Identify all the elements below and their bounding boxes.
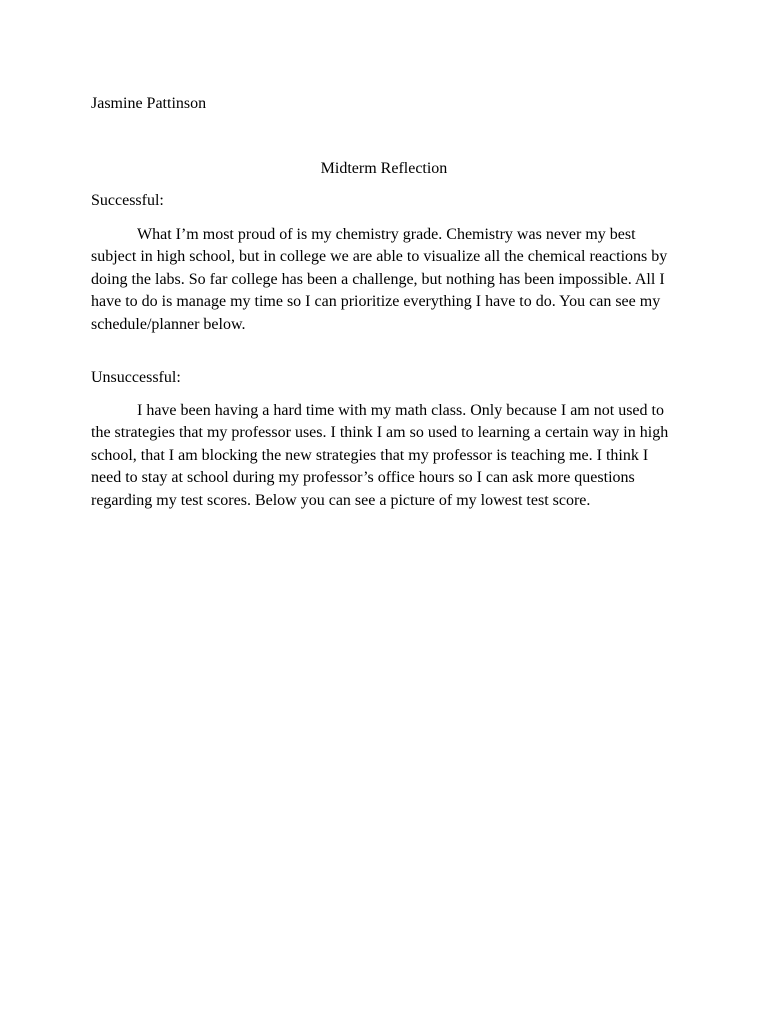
document-title: Midterm Reflection [320,160,448,177]
author-name: Jasmine Pattinson [91,95,207,112]
section-paragraph-successful: What I’m most proud of is my chemistry grade. Chemistry was never my best subject in high school, but in college we are able to visualize all the chemical reactions by doing the labs. So far college has been a challenge, but nothing has been impossible. All I have to do is manage my time so I can prioritize everything I have to do. You can see my schedule/planner below. [91,226,668,333]
section-paragraph-unsuccessful: I have been having a hard time with my math class. Only because I am not used to the strategies that my professor uses. I think I am so used to learning a certain way in high school, that I am blocking the new strategies that my professor is teaching me. I think I need to stay at school during my professor’s office hours so I can ask more questions regarding my test scores. Below you can see a picture of my lowest test score. [91,402,669,509]
section-heading-unsuccessful: Unsuccessful: [91,369,181,386]
section-heading-successful: Successful: [91,192,164,209]
